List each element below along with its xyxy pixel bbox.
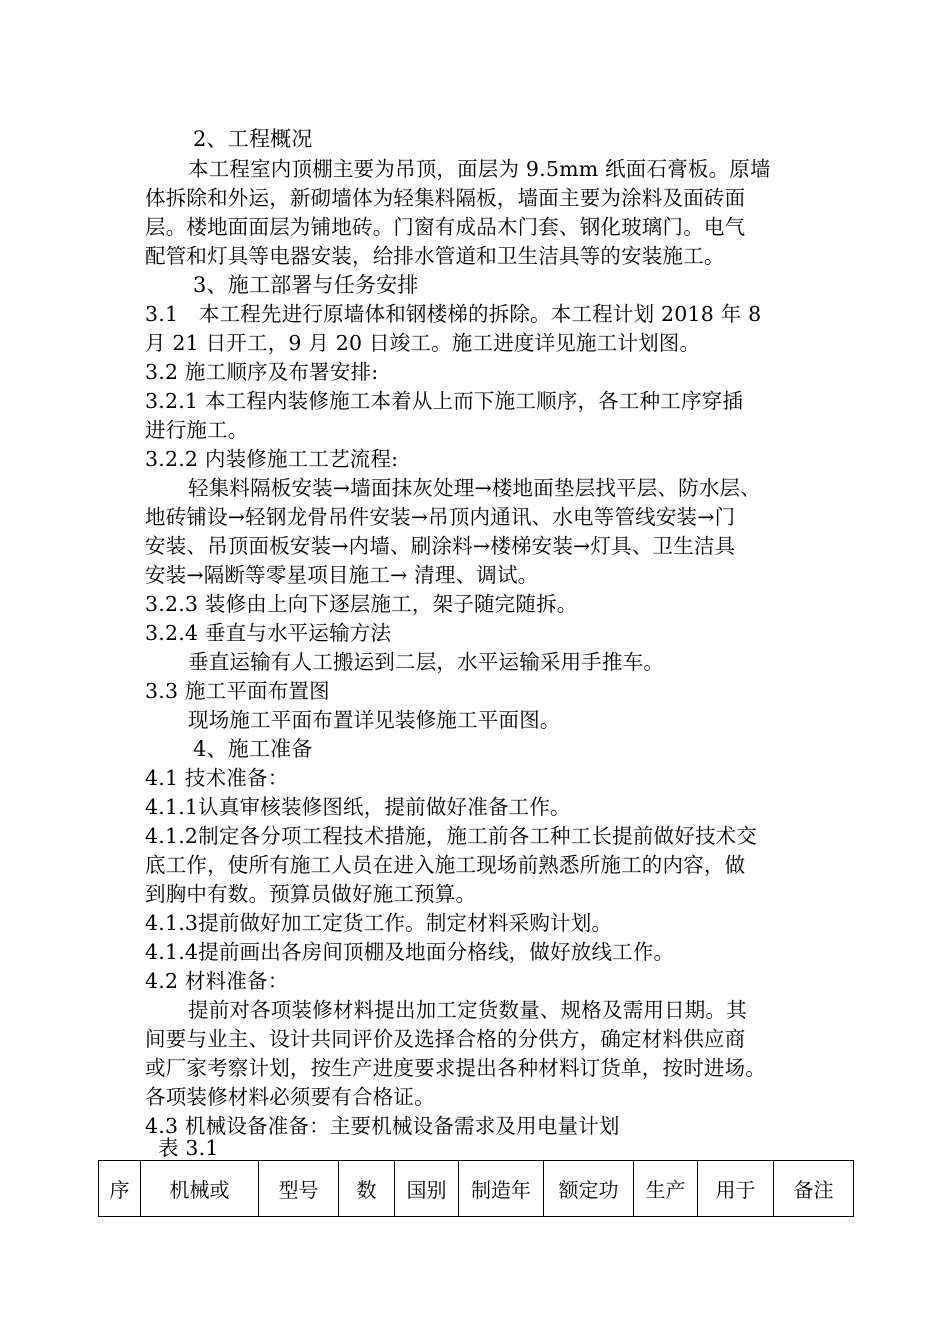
paragraph-line: 或厂家考察计划，按生产进度要求提出各种材料订货单，按时进场。 — [145, 1056, 766, 1080]
paragraph-line: 到胸中有数。预算员做好施工预算。 — [145, 882, 477, 906]
paragraph-line: 4.1.3提前做好加工定货工作。制定材料采购计划。 — [145, 911, 613, 935]
section-heading-4: 4、施工准备 — [193, 737, 313, 761]
section-heading-2: 2、工程概况 — [193, 127, 313, 151]
paragraph-line: 3.2.1 本工程内装修施工本着从上而下施工顺序，各工种工序穿插 — [145, 389, 744, 413]
subheading: 3.3 施工平面布置图 — [145, 679, 330, 703]
table-header-cell: 型号 — [259, 1161, 339, 1217]
table-header-cell: 数 — [339, 1161, 395, 1217]
subheading: 4.2 材料准备： — [145, 969, 289, 993]
paragraph-line: 本工程室内顶棚主要为吊顶，面层为 9.5mm 纸面石膏板。原墙 — [188, 157, 771, 181]
table-header-cell: 机械或 — [141, 1161, 259, 1217]
paragraph-line: 现场施工平面布置详见装修施工平面图。 — [188, 708, 561, 732]
paragraph-line: 地砖铺设→轻钢龙骨吊件安装→吊顶内通讯、水电等管线安装→门 — [145, 505, 736, 529]
paragraph-line: 安装→隔断等零星项目施工→ 清理、调试。 — [145, 563, 539, 587]
paragraph-line: 月 21 日开工，9 月 20 日竣工。施工进度详见施工计划图。 — [145, 331, 701, 355]
table-caption: 表 3.1 — [158, 1136, 219, 1160]
paragraph-line: 3.1 本工程先进行原墙体和钢楼梯的拆除。本工程计划 2018 年 8 — [145, 302, 762, 326]
equipment-table — [98, 1160, 854, 1217]
section-heading-3: 3、施工部署与任务安排 — [193, 273, 419, 297]
table-header-row — [99, 1161, 854, 1217]
paragraph-line: 轻集料隔板安装→墙面抹灰处理→楼地面垫层找平层、防水层、 — [188, 476, 761, 500]
paragraph-line: 各项装修材料必须要有合格证。 — [145, 1085, 435, 1109]
subheading: 3.2 施工顺序及布署安排: — [145, 360, 379, 384]
table-header-cell: 备注 — [774, 1161, 854, 1217]
paragraph-line: 进行施工。 — [145, 418, 249, 442]
paragraph-line: 安装、吊顶面板安装→内墙、刷涂料→楼梯安装→灯具、卫生洁具 — [145, 534, 736, 558]
paragraph-line: 体拆除和外运，新砌墙体为轻集料隔板，墙面主要为涂料及面砖面 — [145, 186, 746, 210]
table-header-cell: 序 — [99, 1161, 141, 1217]
subheading: 3.2.4 垂直与水平运输方法 — [145, 621, 392, 645]
table-header-cell: 生产 — [634, 1161, 698, 1217]
paragraph-line: 垂直运输有人工搬运到二层，水平运输采用手推车。 — [188, 650, 665, 674]
paragraph-line: 4.1.2制定各分项工程技术措施，施工前各工种工长提前做好技术交 — [145, 824, 758, 848]
table-header-cell: 用于 — [698, 1161, 774, 1217]
paragraph-line: 配管和灯具等电器安装，给排水管道和卫生洁具等的安装施工。 — [145, 244, 725, 268]
table-header-cell: 国别 — [395, 1161, 459, 1217]
paragraph-line: 3.2.3 装修由上向下逐层施工，架子随完随拆。 — [145, 592, 578, 616]
table-header-cell: 制造年 — [459, 1161, 544, 1217]
table-header-cell: 额定功 — [544, 1161, 634, 1217]
subheading: 4.1 技术准备： — [145, 766, 289, 790]
paragraph-line: 底工作，使所有施工人员在进入施工现场前熟悉所施工的内容，做 — [145, 853, 746, 877]
paragraph-line: 间要与业主、设计共同评价及选择合格的分供方，确定材料供应商 — [145, 1027, 746, 1051]
paragraph-line: 层。楼地面面层为铺地砖。门窗有成品木门套、钢化玻璃门。电气 — [145, 215, 746, 239]
subheading: 4.3 机械设备准备：主要机械设备需求及用电量计划 — [145, 1114, 620, 1138]
paragraph-line: 4.1.4提前画出各房间顶棚及地面分格线，做好放线工作。 — [145, 940, 675, 964]
subheading: 3.2.2 内装修施工工艺流程: — [145, 447, 399, 471]
paragraph-line: 提前对各项装修材料提出加工定货数量、规格及需用日期。其 — [188, 998, 747, 1022]
paragraph-line: 4.1.1认真审核装修图纸，提前做好准备工作。 — [145, 795, 571, 819]
